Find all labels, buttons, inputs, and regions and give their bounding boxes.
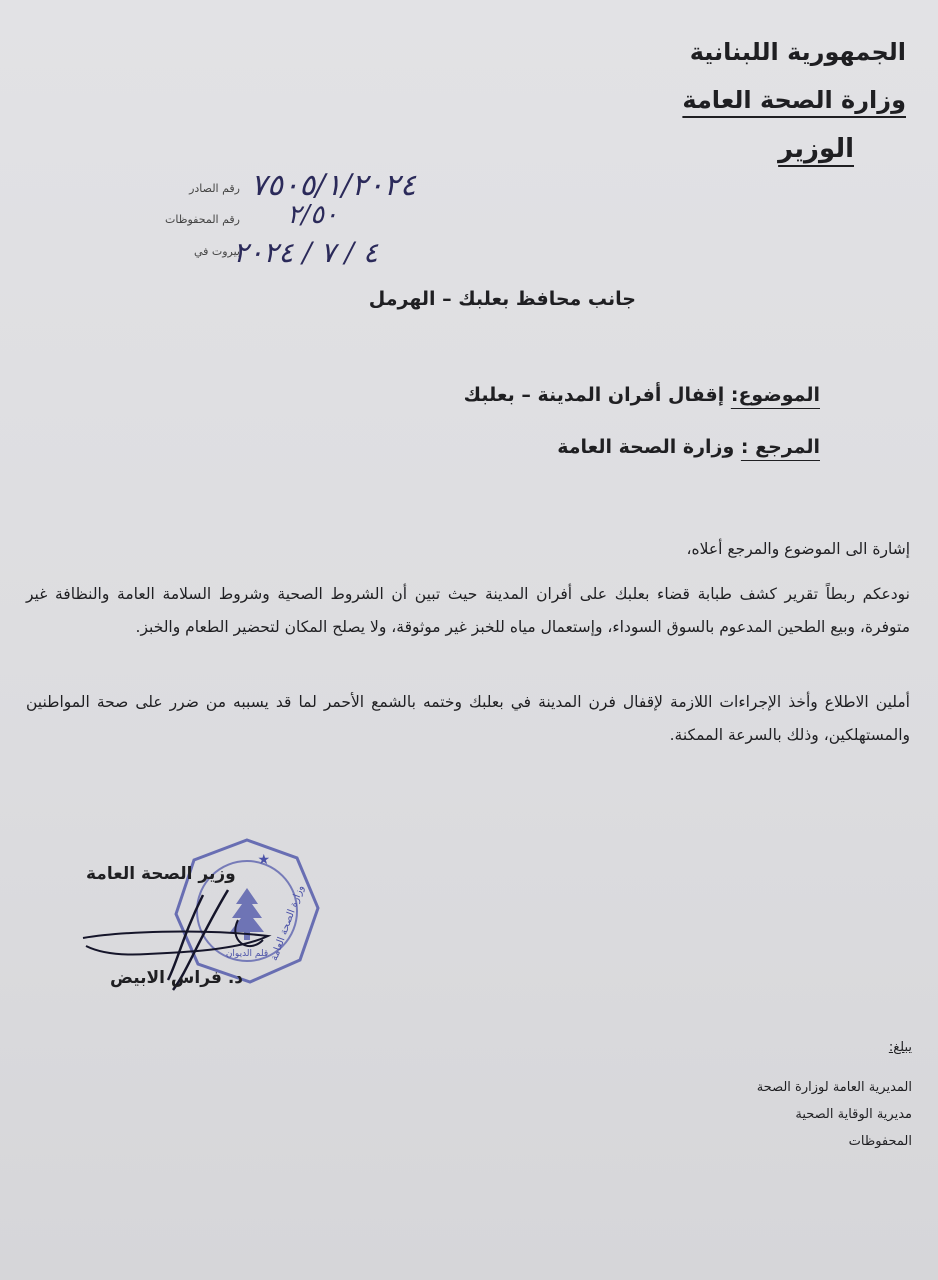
republic-heading: الجمهورية اللبنانية bbox=[689, 38, 906, 66]
date-label: بيروت في bbox=[193, 245, 240, 258]
subject-text: إقفال أفران المدينة – بعلبك bbox=[463, 384, 725, 406]
recipient-line: جانب محافظ بعلبك – الهرمل bbox=[368, 288, 636, 310]
body-paragraph-2: نودعكم ربطاً تقرير كشف طبابة قضاء بعلبك على أفران المدينة حيث تبين أن الشروط الصحية وشروط السلامة العامة والنظافة غير متوفرة، وبيع الطحين المدعوم بالسوق السوداء، وإستعمال مياه للخبز غير موثوقة، ولا يصلح المكان لتحضير الطعام والخبز. bbox=[26, 585, 910, 636]
ministry-heading: وزارة الصحة العامة bbox=[682, 86, 906, 114]
archive-number-label: رقم المحفوظات bbox=[165, 213, 240, 226]
body-paragraph-1: إشارة الى الموضوع والمرجع أعلاه، bbox=[686, 540, 910, 558]
issue-number-label: رقم الصادر bbox=[189, 182, 240, 195]
cc-item: مديرية الوقاية الصحية bbox=[795, 1107, 912, 1122]
reference-text: وزارة الصحة العامة bbox=[557, 436, 735, 458]
signatory-title: وزير الصحة العامة bbox=[86, 864, 236, 884]
cc-item: المحفوظات bbox=[848, 1134, 912, 1149]
star-icon: ★ bbox=[257, 852, 270, 868]
cc-item: المديرية العامة لوزارة الصحة bbox=[756, 1080, 912, 1095]
stamp-ring-text: وزارة الصحة العامة bbox=[268, 883, 307, 963]
cc-list bbox=[757, 1074, 912, 1155]
subject-label: الموضوع: bbox=[730, 384, 820, 406]
reference-label: المرجع : bbox=[740, 436, 820, 458]
date-value: ٤ / ٧ / ٢٠٢٤ bbox=[233, 236, 378, 269]
subject-line bbox=[464, 384, 820, 406]
body-paragraph-3: أملين الاطلاع وأخذ الإجراءات اللازمة لإقفال فرن المدينة في بعلبك وختمه بالشمع الأحمر لما قد يسببه من ضرر على صحة المواطنين والمستهلكين، وذلك بالسرعة الممكنة. bbox=[26, 693, 910, 744]
cc-title: يبلغ: bbox=[888, 1040, 912, 1055]
issue-number-value: ٧٥٠٥/١/٢٠٢٤ bbox=[250, 168, 416, 203]
archive-number-value: ٢/٥٠ bbox=[287, 200, 338, 230]
reference-line bbox=[557, 436, 820, 458]
stamp-inner-text: قلم الديوان bbox=[225, 949, 269, 959]
minister-heading: الوزير bbox=[778, 134, 854, 164]
signatory-name: د. فراس الابيض bbox=[110, 968, 244, 988]
